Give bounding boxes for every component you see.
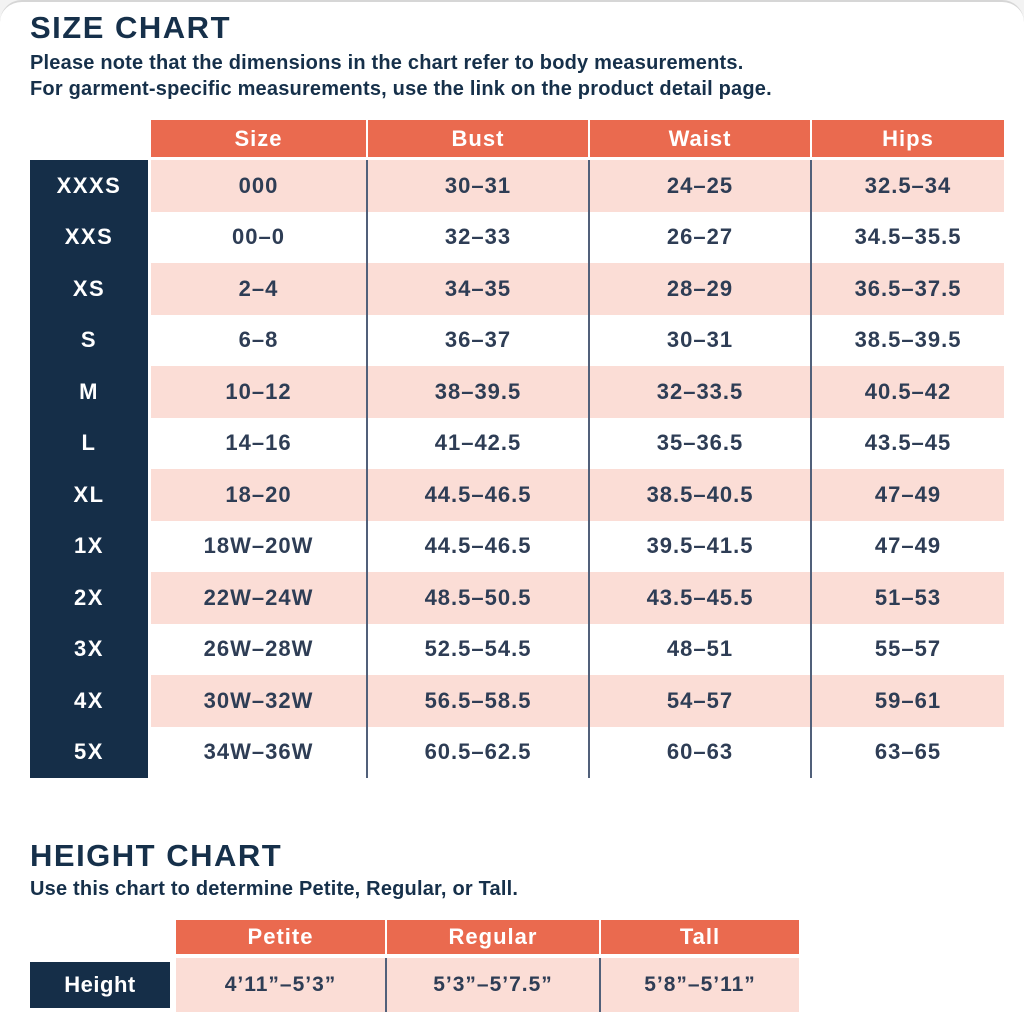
- table-row-4x: [30, 675, 1004, 727]
- row-label: 4X: [30, 675, 151, 727]
- height-chart-title: HEIGHT CHART: [30, 838, 283, 873]
- row-label: XS: [30, 263, 151, 315]
- bust-value: 41–42.5: [368, 418, 590, 470]
- bust-value: 36–37: [368, 315, 590, 367]
- hips-value: 32.5–34: [812, 160, 1004, 212]
- size-value: 10–12: [151, 366, 368, 418]
- waist-value: 43.5–45.5: [590, 572, 812, 624]
- height-chart-note: Use this chart to determine Petite, Regular, or Tall.: [30, 878, 519, 900]
- table-row-l: [30, 418, 1004, 470]
- waist-value: 30–31: [590, 315, 812, 367]
- table-row-2x: [30, 572, 1004, 624]
- hips-value: 36.5–37.5: [812, 263, 1004, 315]
- waist-value: 38.5–40.5: [590, 469, 812, 521]
- size-value: 26W–28W: [151, 624, 368, 676]
- column-header-size: Size: [151, 120, 368, 157]
- size-value: 6–8: [151, 315, 368, 367]
- size-chart-title: SIZE CHART: [30, 10, 231, 45]
- row-label: L: [30, 418, 151, 470]
- table-row-1x: [30, 521, 1004, 573]
- height-table-header-row: [30, 920, 799, 954]
- waist-value: 24–25: [590, 160, 812, 212]
- hips-value: 59–61: [812, 675, 1004, 727]
- column-header-petite: Petite: [176, 920, 387, 954]
- size-chart-note-line-1: Please note that the dimensions in the chart refer to body measurements.: [30, 52, 744, 74]
- size-value: 30W–32W: [151, 675, 368, 727]
- column-header-regular: Regular: [387, 920, 601, 954]
- table-row-m: [30, 366, 1004, 418]
- bust-value: 38–39.5: [368, 366, 590, 418]
- column-header-tall: Tall: [601, 920, 799, 954]
- table-row-s: [30, 315, 1004, 367]
- hips-value: 63–65: [812, 727, 1004, 779]
- height-table-row: [30, 958, 799, 1012]
- petite-height-value: 4’11”–5’3”: [176, 958, 387, 1012]
- column-header-waist: Waist: [590, 120, 812, 157]
- waist-value: 54–57: [590, 675, 812, 727]
- bust-value: 44.5–46.5: [368, 521, 590, 573]
- table-row-xs: [30, 263, 1004, 315]
- row-label: XL: [30, 469, 151, 521]
- row-label: S: [30, 315, 151, 367]
- size-table-header-spacer: [30, 120, 151, 157]
- row-label: M: [30, 366, 151, 418]
- size-table: [30, 120, 1004, 778]
- size-value: 18–20: [151, 469, 368, 521]
- size-table-header-row: [30, 120, 1004, 157]
- waist-value: 39.5–41.5: [590, 521, 812, 573]
- size-chart-note: [30, 50, 994, 102]
- hips-value: 43.5–45: [812, 418, 1004, 470]
- bust-value: 32–33: [368, 212, 590, 264]
- row-label: 3X: [30, 624, 151, 676]
- table-row-3x: [30, 624, 1004, 676]
- bust-value: 30–31: [368, 160, 590, 212]
- table-row-5x: [30, 727, 1004, 779]
- row-label: 1X: [30, 521, 151, 573]
- height-table-header-spacer: [30, 920, 176, 954]
- height-row-label: Height: [30, 962, 176, 1008]
- bust-value: 60.5–62.5: [368, 727, 590, 779]
- size-value: 000: [151, 160, 368, 212]
- row-label: XXS: [30, 212, 151, 264]
- waist-value: 26–27: [590, 212, 812, 264]
- bust-value: 48.5–50.5: [368, 572, 590, 624]
- height-table: [30, 920, 799, 1012]
- row-label: XXXS: [30, 160, 151, 212]
- waist-value: 35–36.5: [590, 418, 812, 470]
- size-value: 00–0: [151, 212, 368, 264]
- height-chart-section: [30, 838, 994, 1012]
- hips-value: 34.5–35.5: [812, 212, 1004, 264]
- table-row-xxxs: [30, 160, 1004, 212]
- hips-value: 38.5–39.5: [812, 315, 1004, 367]
- hips-value: 51–53: [812, 572, 1004, 624]
- hips-value: 47–49: [812, 521, 1004, 573]
- table-row-xl: [30, 469, 1004, 521]
- bust-value: 52.5–54.5: [368, 624, 590, 676]
- hips-value: 47–49: [812, 469, 1004, 521]
- size-value: 34W–36W: [151, 727, 368, 779]
- waist-value: 32–33.5: [590, 366, 812, 418]
- bust-value: 44.5–46.5: [368, 469, 590, 521]
- hips-value: 40.5–42: [812, 366, 1004, 418]
- hips-value: 55–57: [812, 624, 1004, 676]
- size-value: 2–4: [151, 263, 368, 315]
- table-row-xxs: [30, 212, 1004, 264]
- size-value: 18W–20W: [151, 521, 368, 573]
- size-chart-note-line-2: For garment-specific measurements, use the link on the product detail page.: [30, 78, 772, 100]
- waist-value: 60–63: [590, 727, 812, 779]
- waist-value: 28–29: [590, 263, 812, 315]
- tall-height-value: 5’8”–5’11”: [601, 958, 799, 1012]
- size-value: 14–16: [151, 418, 368, 470]
- waist-value: 48–51: [590, 624, 812, 676]
- regular-height-value: 5’3”–5’7.5”: [387, 958, 601, 1012]
- row-label: 2X: [30, 572, 151, 624]
- size-value: 22W–24W: [151, 572, 368, 624]
- column-header-hips: Hips: [812, 120, 1004, 157]
- bust-value: 56.5–58.5: [368, 675, 590, 727]
- column-header-bust: Bust: [368, 120, 590, 157]
- row-label: 5X: [30, 727, 151, 779]
- bust-value: 34–35: [368, 263, 590, 315]
